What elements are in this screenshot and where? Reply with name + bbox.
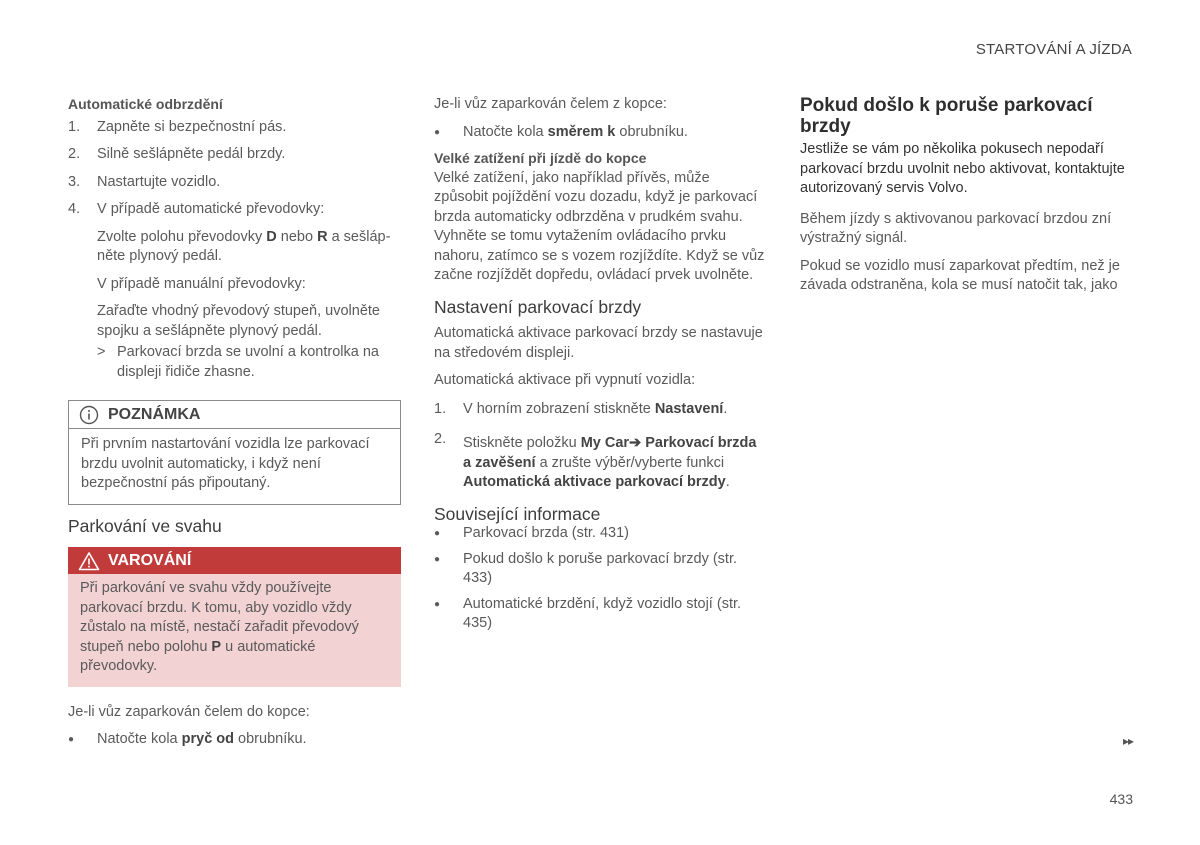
column-3 [800, 95, 1133, 296]
related-heading: Související informace [434, 503, 601, 524]
list-item: 2. Stiskněte položku My Car➔ Parkovací brzda a zavěšení a zrušte výběr/vyberte funkci Automatická aktivace parkovací brzdy. [434, 431, 757, 490]
continue-icon: ▸▸ [1122, 734, 1133, 748]
note-header [69, 401, 400, 429]
bullet: ● [434, 598, 441, 610]
list-item: ● Natočte kola směrem k obrubníku. [434, 123, 767, 143]
list-item: ● Automatické brzdění, když vozidlo stojí (str. 435) [434, 595, 767, 634]
warning-icon [78, 551, 100, 571]
hill-heading: Parkování ve svahu [68, 515, 222, 536]
result-item: > Parkovací brzda se uvolní a kontrolka na displeji řidiče zhasne. [97, 344, 379, 380]
column-2 [434, 95, 767, 634]
settings-heading: Nastavení parkovací brzdy [434, 296, 642, 317]
malfunction-intro: Jestliže se vám po několika pokusech nepodaří parkovací brzdu uvolnit nebo aktivovat, kontaktujte autorizovaný servis Volvo. [800, 141, 1125, 196]
warning-header [68, 547, 401, 574]
auto-release-heading: Automatické odbrzdění [68, 96, 223, 112]
list-item: 2. Silně sešlápněte pedál brzdy. [68, 146, 286, 162]
heavy-load-text: Velké zatížení, jako například přívěs, může způsobit pojíždění vozu dozadu, když je parkovací brzda automaticky odbrzděna v prudkém svahu. Vyhněte se tomu vytažením ovládacího prvku nahoru, zatímco se s vozem rozjíždíte. Když se vůz začne rozjíždět dopředu, ovládací prvek uvolněte. [434, 169, 765, 283]
list-item: ● Parkovací brzda (str. 431) [434, 524, 767, 544]
malfunction-para-1: Během jízdy s aktivovanou parkovací brzdou zní výstražný signál. [800, 210, 1112, 246]
column-1 [68, 95, 401, 750]
note-title: POZNÁMKA [108, 405, 201, 423]
auto-gear-text: Zvolte polohu převodovky D nebo R a sešláp-něte plynový pedál. [97, 228, 391, 264]
warning-title: VAROVÁNÍ [108, 551, 192, 569]
malfunction-heading: Pokud došlo k poruše parkovací brzdy [800, 95, 1093, 137]
section-header: STARTOVÁNÍ A JÍZDA [975, 41, 1132, 58]
page-number: 433 [1109, 791, 1133, 807]
downhill-text: Je-li vůz zaparkován čelem z kopce: [434, 96, 667, 112]
list-item: ● Natočte kola pryč od obrubníku. [68, 730, 401, 750]
manual-label: V případě manuální převodovky: [97, 275, 306, 292]
info-icon [79, 405, 99, 425]
bullet: ● [434, 528, 441, 539]
heavy-load-heading: Velké zatížení při jízdě do kopce [434, 150, 647, 166]
list-item: 1. V horním zobrazení stiskněte Nastavení. [434, 400, 728, 417]
settings-text-1: Automatická aktivace parkovací brzdy se nastavuje na středovém displeji. [434, 325, 763, 361]
list-item: 3. Nastartujte vozidlo. [68, 173, 221, 190]
bullet: ● [434, 126, 441, 138]
note-text: Při prvním nastartování vozidla lze parkovací brzdu uvolnit automaticky, i když není bezpečnostní pás připoutaný. [81, 436, 370, 491]
list-item: ● Pokud došlo k poruše parkovací brzdy (str. 433) [434, 550, 767, 589]
note-box [68, 400, 401, 505]
list-item: 1. Zapněte si bezpečnostní pás. [68, 118, 287, 135]
warning-text: Při parkování ve svahu vždy používejte parkovací brzdu. K tomu, aby vozidlo vždy zůstalo na místě, nestačí zařadit převodový stupeň nebo polohu P u automatické převodovky. [68, 574, 401, 687]
bullet: ● [68, 734, 75, 745]
settings-text-2: Automatická aktivace při vypnutí vozidla: [434, 372, 696, 388]
arrow-right-icon: ➔ [629, 435, 642, 451]
bullet: ● [434, 553, 441, 565]
warning-box [68, 547, 401, 687]
gear-instructions [97, 228, 402, 383]
uphill-text: Je-li vůz zaparkován čelem do kopce: [68, 703, 310, 720]
step-list [68, 118, 401, 220]
list-item: 4. V případě automatické převodovky: [68, 201, 325, 217]
manual-text: Zařaďte vhodný převodový stupeň, uvolněte spojku a sešlápněte plynový pedál. [97, 303, 380, 339]
malfunction-para-2: Pokud se vozidlo musí zaparkovat předtím, než je závada odstraněna, kola se musí natočit tak, jako [800, 257, 1120, 293]
